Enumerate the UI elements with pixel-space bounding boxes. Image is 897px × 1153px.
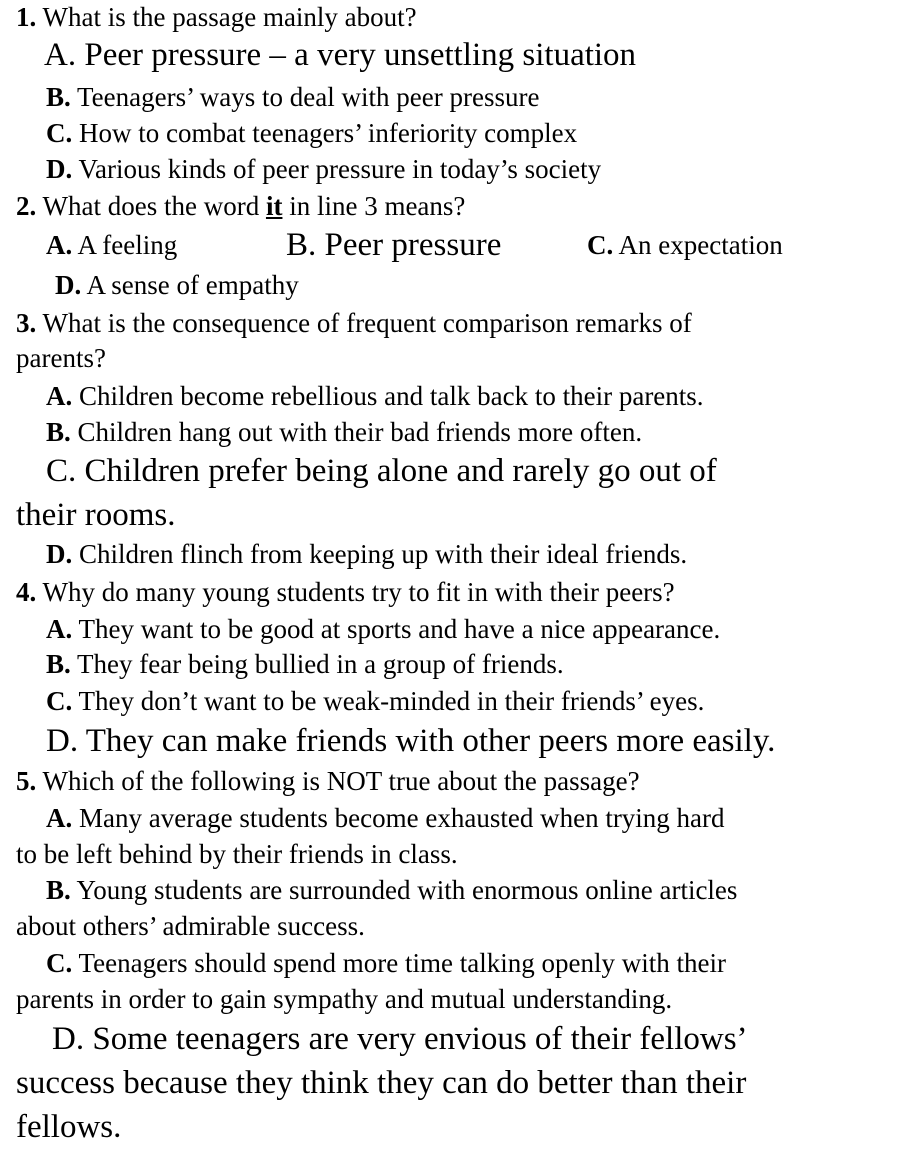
option-text: Children flinch from keeping up with their ideal friends. <box>79 539 688 569</box>
question-2-option-c[interactable] <box>587 232 783 259</box>
option-text: Teenagers’ ways to deal with peer pressure <box>77 82 540 112</box>
option-text: Teenagers should spend more time talking openly with their <box>78 948 726 978</box>
question-4-option-a[interactable] <box>46 616 720 643</box>
question-number: 3. <box>16 308 37 338</box>
question-2-option-a[interactable] <box>46 232 177 259</box>
question-3-option-d[interactable] <box>46 541 687 568</box>
option-letter: C. <box>46 453 77 489</box>
option-text: Various kinds of peer pressure in today’s society <box>78 154 602 184</box>
option-text: Young students are surrounded with enormous online articles <box>76 875 738 905</box>
option-letter: C. <box>587 230 614 260</box>
question-3-option-a[interactable] <box>46 383 704 410</box>
option-letter: B. <box>46 82 71 112</box>
question-1-option-c[interactable] <box>46 120 577 147</box>
option-letter: B. <box>46 417 71 447</box>
question-text: Which of the following is NOT true about the passage? <box>42 766 640 796</box>
option-text: A feeling <box>77 230 178 260</box>
option-letter: A. <box>46 614 73 644</box>
question-text: What is the consequence of frequent comparison remarks of <box>42 308 692 338</box>
question-5-option-b[interactable] <box>46 877 737 904</box>
option-letter: C. <box>46 118 73 148</box>
question-3-stem <box>16 310 692 337</box>
option-text: An expectation <box>618 230 783 260</box>
option-text: How to combat teenagers’ inferiority complex <box>79 118 578 148</box>
question-number: 1. <box>16 2 37 32</box>
question-1-option-b[interactable] <box>46 84 539 111</box>
option-text: Children hang out with their bad friends more often. <box>77 417 643 447</box>
option-letter: A. <box>46 803 73 833</box>
question-3-option-b[interactable] <box>46 419 642 446</box>
option-letter: A. <box>46 381 73 411</box>
question-keyword: it <box>265 191 283 221</box>
option-letter: B. <box>46 649 71 679</box>
option-text: They don’t want to be weak-minded in their friends’ eyes. <box>78 686 705 716</box>
option-text: They fear being bullied in a group of friends. <box>77 649 564 679</box>
question-5-option-b-continued <box>16 913 365 940</box>
option-text: Many average students become exhausted when trying hard <box>79 803 725 833</box>
option-text: Children become rebellious and talk back to their parents. <box>79 381 704 411</box>
option-letter: C. <box>46 686 73 716</box>
question-number: 2. <box>16 191 37 221</box>
option-letter: B. <box>46 875 71 905</box>
question-1-option-a[interactable] <box>44 39 636 72</box>
option-letter: D. <box>46 539 73 569</box>
option-text: Some teenagers are very envious of their fellows’ <box>92 1021 748 1057</box>
question-5-option-a-continued <box>16 841 458 868</box>
option-text: Children prefer being alone and rarely go out of <box>84 453 717 489</box>
option-letter: A. <box>46 230 73 260</box>
question-5-option-c-continued <box>16 986 672 1013</box>
option-letter: D. <box>55 270 82 300</box>
question-text: Why do many young students try to fit in with their peers? <box>42 577 675 607</box>
question-text: What is the passage mainly about? <box>42 2 417 32</box>
option-text: A sense of empathy <box>86 270 299 300</box>
question-2-option-b[interactable] <box>286 229 501 262</box>
option-text: parents in order to gain sympathy and mutual understanding. <box>16 984 673 1014</box>
option-text: fellows. <box>16 1109 122 1145</box>
question-5-option-a[interactable] <box>46 805 725 832</box>
question-4-option-c[interactable] <box>46 688 704 715</box>
question-4-option-d[interactable] <box>46 725 775 758</box>
question-text: What does the word <box>42 191 260 221</box>
question-4-stem <box>16 579 675 606</box>
option-text: success because they think they can do better than their <box>16 1065 747 1101</box>
question-1-stem <box>16 4 417 31</box>
option-text: about others’ admirable success. <box>16 911 365 941</box>
question-text: parents? <box>16 343 106 373</box>
option-letter: A. <box>44 37 77 73</box>
question-text: in line 3 means? <box>289 191 466 221</box>
question-number: 5. <box>16 766 37 796</box>
question-number: 4. <box>16 577 37 607</box>
option-letter: C. <box>46 948 73 978</box>
question-5-option-d[interactable] <box>52 1023 748 1056</box>
question-3-option-c[interactable] <box>46 455 717 488</box>
question-1-option-d[interactable] <box>46 156 601 183</box>
question-3-stem-continued <box>16 345 106 372</box>
question-5-stem <box>16 768 640 795</box>
question-2-option-d[interactable] <box>55 272 299 299</box>
option-text: their rooms. <box>16 497 176 533</box>
option-text: They can make friends with other peers more easily. <box>85 723 776 759</box>
option-letter: D. <box>52 1021 85 1057</box>
option-letter: D. <box>46 154 73 184</box>
option-text: to be left behind by their friends in class. <box>16 839 458 869</box>
option-letter: B. <box>286 227 317 263</box>
question-5-option-c[interactable] <box>46 950 726 977</box>
question-4-option-b[interactable] <box>46 651 564 678</box>
option-letter: D. <box>46 723 79 759</box>
option-text: They want to be good at sports and have a nice appearance. <box>78 614 721 644</box>
question-3-option-c-continued <box>16 499 175 532</box>
question-5-option-d-continued <box>16 1067 746 1100</box>
option-text: Peer pressure – a very unsettling situation <box>84 37 637 73</box>
option-text: Peer pressure <box>324 227 502 263</box>
question-2-stem <box>16 193 465 220</box>
question-5-option-d-continued-2 <box>16 1111 121 1144</box>
